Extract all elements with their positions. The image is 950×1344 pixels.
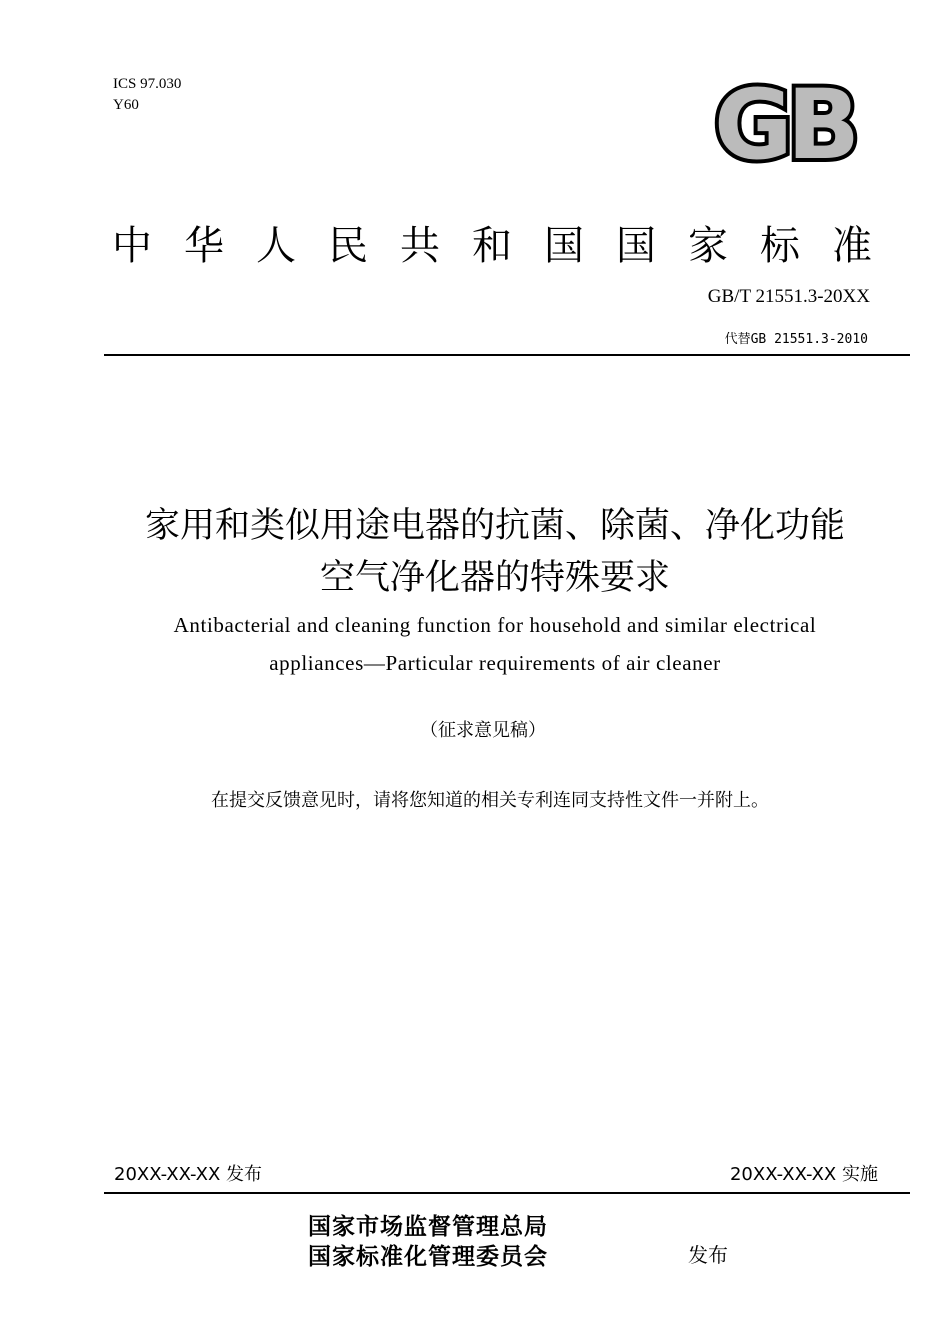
patent-notice: 在提交反馈意见时，请将您知道的相关专利连同支持性文件一并附上。: [211, 790, 769, 810]
english-title-line-2: appliances—Particular requirements of air cleaner: [269, 651, 721, 675]
issuing-organizations: [308, 1212, 548, 1272]
org-samr: 国家市场监督管理总局: [308, 1213, 548, 1240]
draft-label: （征求意见稿）: [420, 720, 546, 740]
top-divider: [104, 354, 910, 356]
title-line-2: 空气净化器的特殊要求: [319, 558, 670, 598]
publish-label: 发布: [688, 1243, 728, 1267]
english-title: [0, 606, 950, 682]
replaces-standard: 代替GB 21551.3-2010: [724, 332, 868, 347]
org-sac: 国家标准化管理委员会: [308, 1243, 548, 1270]
national-standard-heading: 中华人民共和国国家标准: [112, 223, 904, 269]
ccs-code: Y60: [113, 97, 139, 113]
classification: [113, 74, 181, 116]
english-title-line-1: Antibacterial and cleaning function for household and similar electrical: [173, 613, 817, 637]
ics-code: ICS 97.030: [113, 76, 182, 92]
issue-date: 20XX-XX-XX 发布: [114, 1164, 263, 1185]
bottom-divider: [104, 1192, 910, 1194]
title-line-1: 家用和类似用途电器的抗菌、除菌、净化功能: [144, 506, 845, 546]
standard-code: GB/T 21551.3-20XX: [707, 286, 870, 307]
gb-logo: GB: [714, 69, 854, 181]
document-title: [0, 500, 950, 604]
implement-date: 20XX-XX-XX 实施: [729, 1164, 878, 1185]
